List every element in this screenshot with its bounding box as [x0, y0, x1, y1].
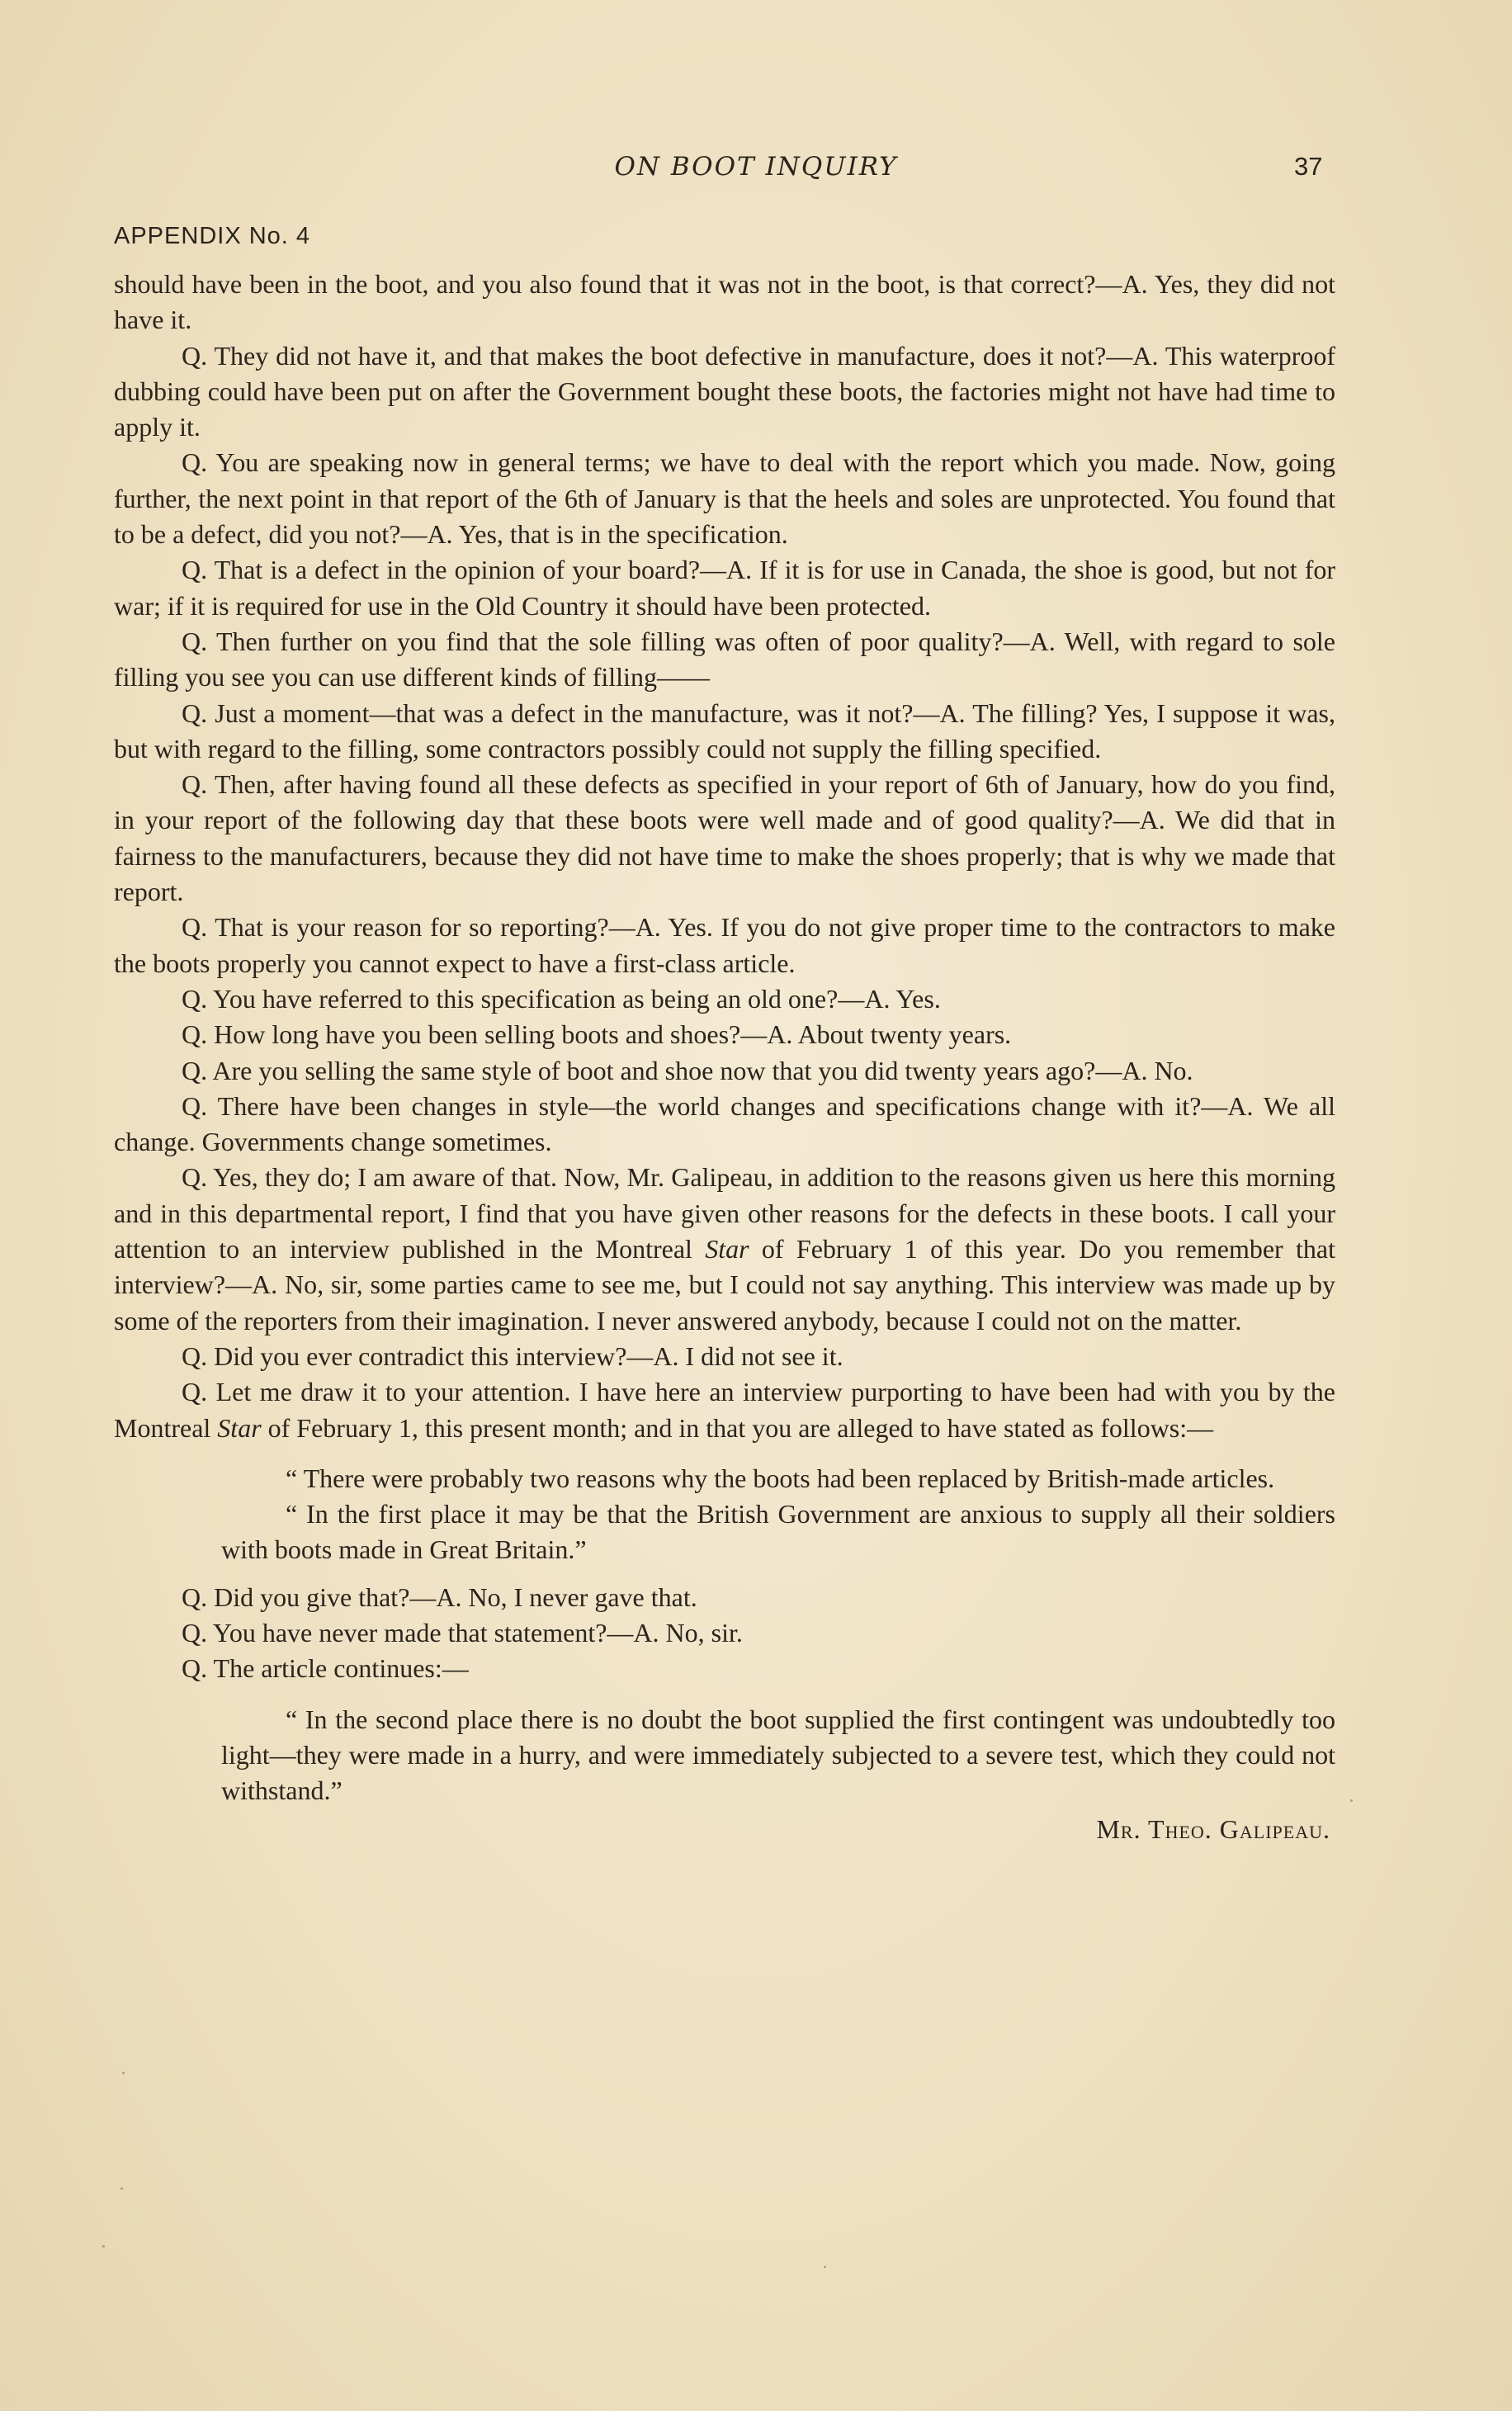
text-segment: Q. Let me draw it to your attention. I have here an interview purporting to have been had with you by the Montreal [114, 1377, 1335, 1443]
question-paragraph: Q. The article continues:— [182, 1653, 469, 1684]
quoted-passage: “ In the first place it may be that the British Government are anxious to supply all their soldiers with boots made in Great Britain.” [221, 1499, 1335, 1565]
question-paragraph: Q. How long have you been selling boots and shoes?—A. About twenty years. [182, 1019, 1012, 1050]
text-segment: Q. Yes, they do; I am aware of that. Now, Mr. Galipeau, in addition to the reasons given us here this morning and in this departmental report, I find that you have given other reasons for the defects in these boots. I call your attention to an interview published in the Montreal [114, 1162, 1335, 1265]
question-paragraph: Q. That is a defect in the opinion of your board?—A. If it is for use in Canada, the shoe is good, but not for war; if it is required for use in the Old Country it should have been protected. [114, 555, 1335, 621]
quoted-passage: “ In the second place there is no doubt the boot supplied the first contingent was undoubtedly too light—they were made in a hurry, and were immediately subjected to a severe test, which they could not withstand.” [221, 1704, 1335, 1806]
question-paragraph: Q. You are speaking now in general terms; we have to deal with the report which you made. Now, going further, the next point in that report of the 6th of January is that the heels and soles are unprotected. You found that to be a defect, did you not?—A. Yes, that is in the specification. [114, 447, 1335, 550]
question-paragraph: Q. Then, after having found all these defects as specified in your report of 6th of January, how do you find, in your report of the following day that these boots were well made and of good quality?—A. We did that in fairness to the manufacturers, because they did not have time to make the shoes properly; that is why we made that report. [114, 769, 1335, 907]
paper-speck [824, 2266, 826, 2268]
question-paragraph: Q. There have been changes in style—the world changes and specifications change with it?—A. We all change. Governments change sometimes. [114, 1090, 1335, 1157]
paper-speck [1350, 1799, 1353, 1802]
text-segment: of February 1, this present month; and in that you are alleged to have stated as follows:— [261, 1412, 1214, 1443]
quoted-passage: “ There were probably two reasons why the boots had been replaced by British-made articles. [286, 1463, 1275, 1493]
question-paragraph: Q. Are you selling the same style of boot and shoe now that you did twenty years ago?—A. No. [182, 1055, 1193, 1085]
question-paragraph: Q. Just a moment—that was a defect in the manufacture, was it not?—A. The filling? Yes, I suppose it was, but with regard to the filling, some contractors possibly could not supply the filling specified. [114, 697, 1335, 763]
paper-speck [120, 2187, 123, 2190]
question-paragraph: Q. They did not have it, and that makes the boot defective in manufacture, does it not?—A. This waterproof dubbing could have been put on after the Government bought these boots, the factories might not have had time to apply it. [114, 340, 1335, 442]
witness-signature: Mr. Theo. Galipeau. [1096, 1814, 1330, 1845]
paragraph: should have been in the boot, and you also found that it was not in the boot, is that correct?—A. Yes, they did not have it. [114, 269, 1335, 335]
question-paragraph: Q. Did you give that?—A. No, I never gave that. [182, 1581, 697, 1612]
paper-speck [102, 2245, 105, 2248]
newspaper-name: Star [705, 1234, 749, 1265]
question-paragraph-interview [114, 1374, 1335, 1446]
running-title: ON BOOT INQUIRY [614, 152, 898, 182]
newspaper-name: Star [217, 1412, 262, 1443]
question-paragraph: Q. That is your reason for so reporting?—A. Yes. If you do not give proper time to the contractors to make the boots properly you cannot expect to have a first-class article. [114, 912, 1335, 978]
question-paragraph: Q. You have referred to this specification as being an old one?—A. Yes. [182, 983, 941, 1014]
paper-speck [122, 2072, 125, 2074]
text-segment: of February 1 of this year. Do you remember that interview?—A. No, sir, some parties came to see me, but I could not say anything. This interview was made up by some of the reporters from their imagination. I never answered anybody, because I could not on the matter. [114, 1234, 1336, 1336]
question-paragraph-interview [114, 1160, 1335, 1338]
question-paragraph: Q. Did you ever contradict this interview?—A. I did not see it. [182, 1340, 843, 1371]
testimony-body [114, 267, 1335, 1848]
page-number: 37 [1294, 152, 1323, 181]
question-paragraph: Q. Then further on you find that the sole filling was often of poor quality?—A. Well, with regard to sole filling you see you can use different kinds of filling—— [114, 626, 1335, 693]
appendix-label: APPENDIX No. 4 [114, 223, 311, 249]
question-paragraph: Q. You have never made that statement?—A. No, sir. [182, 1617, 743, 1648]
